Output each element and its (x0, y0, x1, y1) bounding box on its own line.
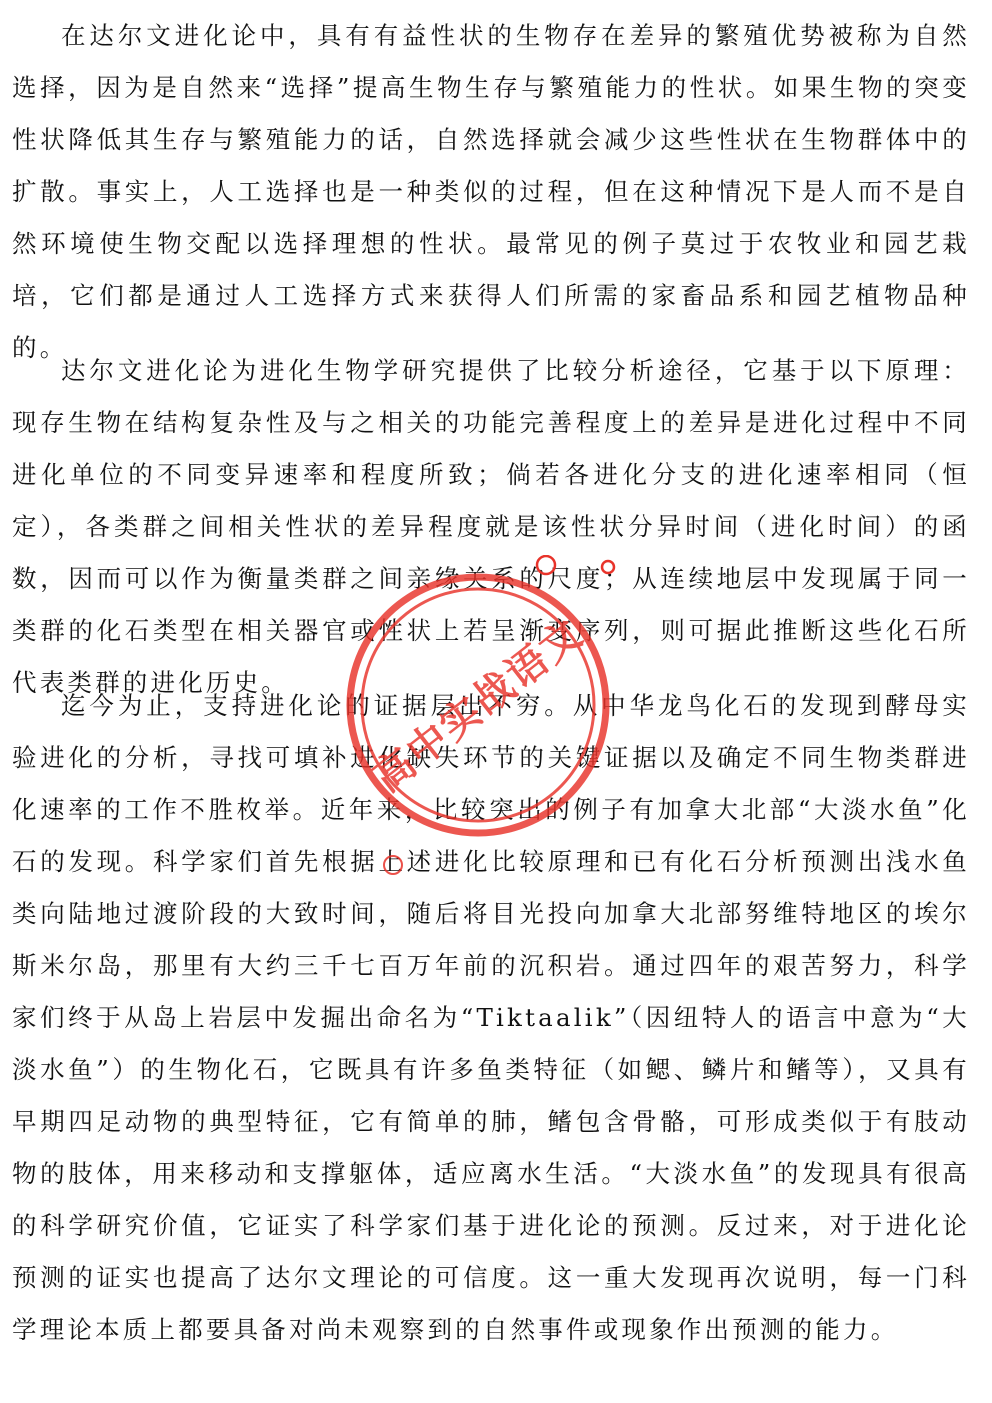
paragraph-2: 达尔文进化论为进化生物学研究提供了比较分析途径，它基于以下原理：现存生物在结构复杂性及与之相关的功能完善程度上的差异是进化过程中不同进化单位的不同变异速率和程度所致；倘若各进化分支的进化速率相同（恒定），各类群之间相关性状的差异程度就是该性状分异时间（进化时间）的函数，因而可以作为衡量类群之间亲缘关系的尺度；从连续地层中发现属于同一类群的化石类型在相关器官或性状上若呈渐变序列，则可据此推断这些化石所代表类群的进化历史。 (12, 356, 970, 697)
paragraph-1: 在达尔文进化论中，具有有益性状的生物存在差异的繁殖优势被称为自然选择，因为是自然来“选择”提高生物生存与繁殖能力的性状。如果生物的突变性状降低其生存与繁殖能力的话，自然选择就会减少这些性状在生物群体中的扩散。事实上，人工选择也是一种类似的过程，但在这种情况下是人而不是自然环境使生物交配以选择理想的性状。最常见的例子莫过于农牧业和园艺栽培，它们都是通过人工选择方式来获得人们所需的家畜品系和园艺植物品种的。 (12, 21, 970, 362)
paragraph-3: 迄今为止，支持进化论的证据层出不穷。从中华龙鸟化石的发现到酵母实验进化的分析，寻找可填补进化缺失环节的关键证据以及确定不同生物类群进化速率的工作不胜枚举。近年来，比较突出的例子有加拿大北部“大淡水鱼”化石的发现。科学家们首先根据上述进化比较原理和已有化石分析预测出浅水鱼类向陆地过渡阶段的大致时间，随后将目光投向加拿大北部努维特地区的埃尔斯米尔岛，那里有大约三千七百万年前的沉积岩。通过四年的艰苦努力，科学家们终于从岛上岩层中发掘出命名为“Tiktaalik”（因纽特人的语言中意为“大淡水鱼”）的生物化石，它既具有许多鱼类特征（如鳃、鳞片和鳍等），又具有早期四足动物的典型特征，它有简单的肺，鳍包含骨骼，可形成类似于有肢动物的肢体，用来移动和支撑躯体，适应离水生活。“大淡水鱼”的发现具有很高的科学研究价值，它证实了科学家们基于进化论的预测。反过来，对于进化论预测的证实也提高了达尔文理论的可信度。这一重大发现再次说明，每一门科学理论本质上都要具备对尚未观察到的自然事件或现象作出预测的能力。 (12, 691, 970, 1344)
stamp-dot-mark (383, 855, 403, 875)
watermark-text: 高中实战语文 (365, 610, 593, 802)
